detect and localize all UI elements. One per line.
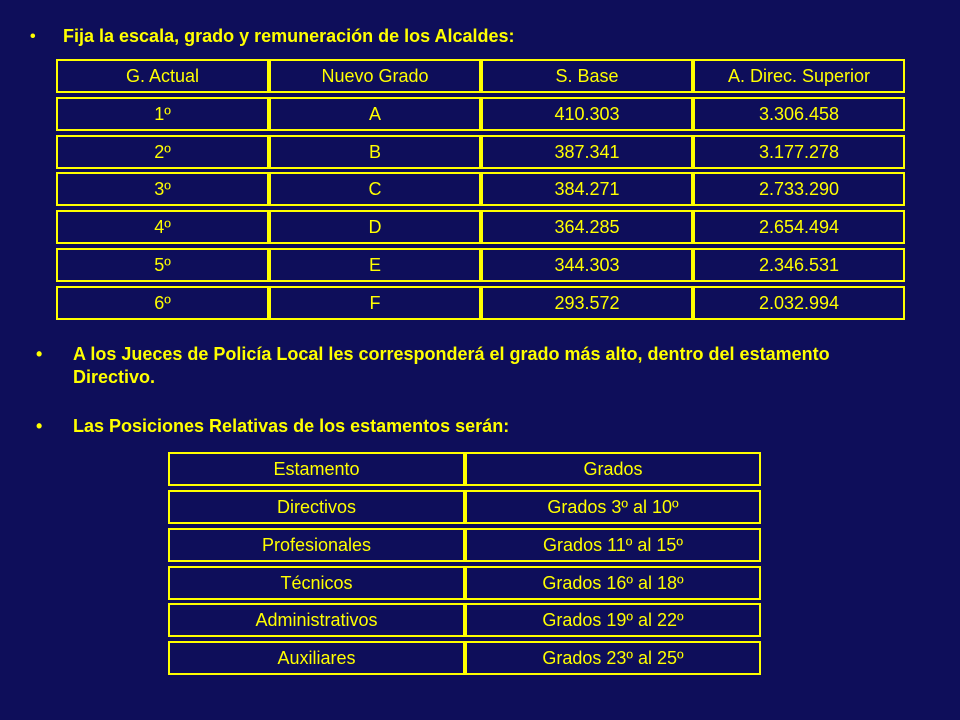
alcaldes-header-cell: S. Base <box>481 59 693 93</box>
estamentos-cell: Auxiliares <box>168 641 465 675</box>
alcaldes-cell: C <box>269 172 481 206</box>
alcaldes-cell: 3º <box>56 172 269 206</box>
alcaldes-cell: 1º <box>56 97 269 131</box>
alcaldes-cell: E <box>269 248 481 282</box>
bullet-jueces <box>36 343 886 389</box>
alcaldes-cell: 2.346.531 <box>693 248 905 282</box>
alcaldes-cell: 6º <box>56 286 269 320</box>
estamentos-cell: Grados 3º al 10º <box>465 490 761 524</box>
alcaldes-cell: 364.285 <box>481 210 693 244</box>
estamentos-header-cell: Estamento <box>168 452 465 486</box>
estamentos-cell: Grados 16º al 18º <box>465 566 761 600</box>
alcaldes-cell: 2.032.994 <box>693 286 905 320</box>
alcaldes-cell: 410.303 <box>481 97 693 131</box>
alcaldes-cell: 2º <box>56 135 269 169</box>
estamentos-cell: Técnicos <box>168 566 465 600</box>
alcaldes-cell: 2.654.494 <box>693 210 905 244</box>
estamentos-cell: Directivos <box>168 490 465 524</box>
estamentos-cell: Grados 19º al 22º <box>465 603 761 637</box>
alcaldes-cell: 384.271 <box>481 172 693 206</box>
alcaldes-header-cell: G. Actual <box>56 59 269 93</box>
estamentos-cell: Profesionales <box>168 528 465 562</box>
bullet-posiciones-text: Las Posiciones Relativas de los estamentos serán: <box>73 416 510 436</box>
alcaldes-cell: 293.572 <box>481 286 693 320</box>
alcaldes-header-cell: A. Direc. Superior <box>693 59 905 93</box>
estamentos-cell: Administrativos <box>168 603 465 637</box>
bullet-jueces-text: A los Jueces de Policía Local les corresponderá el grado más alto, dentro del estamento Directivo. <box>73 344 830 387</box>
alcaldes-cell: D <box>269 210 481 244</box>
alcaldes-cell: F <box>269 286 481 320</box>
alcaldes-header-cell: Nuevo Grado <box>269 59 481 93</box>
estamentos-cell: Grados 23º al 25º <box>465 641 761 675</box>
alcaldes-cell: A <box>269 97 481 131</box>
bullet-posiciones <box>36 415 886 438</box>
alcaldes-cell: 3.177.278 <box>693 135 905 169</box>
alcaldes-cell: 4º <box>56 210 269 244</box>
alcaldes-cell: 344.303 <box>481 248 693 282</box>
alcaldes-cell: 387.341 <box>481 135 693 169</box>
bullet-alcaldes <box>30 25 930 48</box>
bullet-mark: • <box>36 416 43 436</box>
estamentos-header-cell: Grados <box>465 452 761 486</box>
estamentos-cell: Grados 11º al 15º <box>465 528 761 562</box>
alcaldes-cell: B <box>269 135 481 169</box>
alcaldes-cell: 3.306.458 <box>693 97 905 131</box>
bullet-mark: • <box>36 344 43 364</box>
alcaldes-cell: 5º <box>56 248 269 282</box>
alcaldes-cell: 2.733.290 <box>693 172 905 206</box>
bullet-mark: • <box>30 28 36 45</box>
bullet-alcaldes-text: Fija la escala, grado y remuneración de los Alcaldes: <box>63 26 515 46</box>
